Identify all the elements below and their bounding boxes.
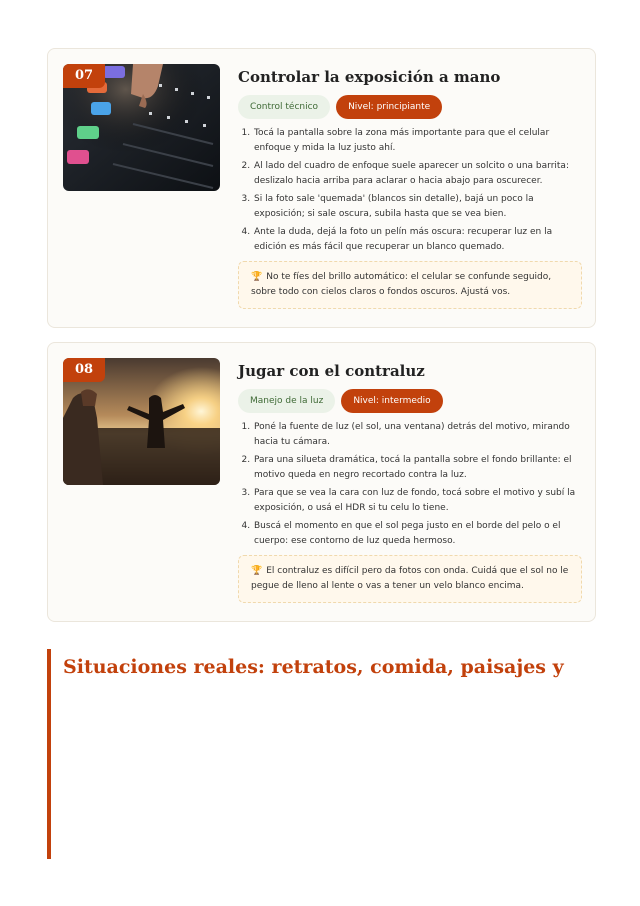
- tip-card-07: [47, 48, 596, 328]
- level-tag: Nivel: principiante: [336, 95, 442, 119]
- category-tag: Control técnico: [238, 95, 330, 119]
- step-item: 1. Poné la fuente de luz (el sol, una ventana) detrás del motivo, mirando hacia tu cámara.: [253, 420, 582, 450]
- tag-row: [238, 95, 582, 119]
- section-accent-bar: [47, 649, 51, 859]
- step-item: 4. Buscá el momento en que el sol pega justo en el borde del pelo o el cuerpo: ese contorno de luz queda hermoso.: [253, 519, 582, 549]
- category-tag: Manejo de la luz: [238, 389, 335, 413]
- tip-note: [238, 555, 582, 603]
- trophy-icon: 🏆: [251, 566, 263, 576]
- tip-text: No te fíes del brillo automático: el celular se confunde seguido, sobre todo con cielos claros o fondos oscuros. Ajustá vos.: [251, 272, 552, 297]
- section-title: Situaciones reales: retratos, comida, paisajes y: [63, 656, 564, 678]
- steps-list: [238, 126, 582, 255]
- step-item: 3. Para que se vea la cara con luz de fondo, tocá sobre el motivo y subí la exposición, o usá el HDR si tu celu lo tiene.: [253, 486, 582, 516]
- level-tag: Nivel: intermedio: [341, 389, 442, 413]
- step-item: 3. Si la foto sale 'quemada' (blancos sin detalle), bajá un poco la exposición; si sale oscura, subila hasta que se vea bien.: [253, 192, 582, 222]
- step-item: 4. Ante la duda, dejá la foto un pelín más oscura: recuperar luz en la edición es más fácil que recuperar un blanco quemado.: [253, 225, 582, 255]
- step-item: 1. Tocá la pantalla sobre la zona más importante para que el celular enfoque y mida la luz justo ahí.: [253, 126, 582, 156]
- step-item: 2. Para una silueta dramática, tocá la pantalla sobre el fondo brillante: el motivo queda en negro recortado contra la luz.: [253, 453, 582, 483]
- tip-text: El contraluz es difícil pero da fotos con onda. Cuidá que el sol no le pegue de lleno al lente o vas a tener un velo blanco encima.: [251, 566, 569, 591]
- tip-title: Controlar la exposición a mano: [238, 68, 501, 86]
- tip-card-08: [47, 342, 596, 622]
- tip-content: [238, 361, 582, 603]
- steps-list: [238, 420, 582, 549]
- tip-number-badge: 08: [63, 358, 105, 382]
- trophy-icon: 🏆: [251, 272, 263, 282]
- step-item: 2. Al lado del cuadro de enfoque suele aparecer un solcito o una barrita: deslizalo hacia arriba para aclarar o hacia abajo para oscurecer.: [253, 159, 582, 189]
- tip-content: [238, 67, 582, 309]
- backlit-sunset-image: [63, 358, 220, 485]
- tip-title: Jugar con el contraluz: [238, 362, 425, 380]
- tip-note: [238, 261, 582, 309]
- tip-number-badge: 07: [63, 64, 105, 88]
- mixing-console-image: [63, 64, 220, 191]
- tag-row: [238, 389, 582, 413]
